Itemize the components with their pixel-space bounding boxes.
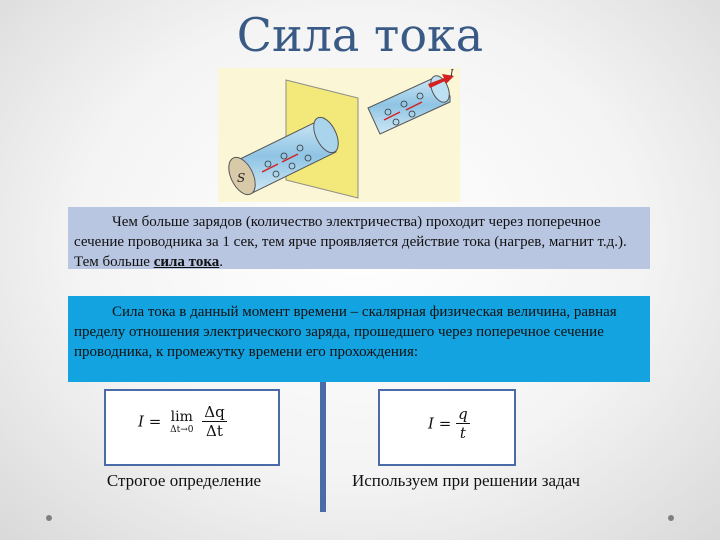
formula-practical (378, 389, 516, 466)
slide-dot-right (668, 515, 674, 521)
slide-title: Сила тока (236, 8, 484, 62)
fraction-denominator: Δt (206, 422, 223, 440)
definition-box (68, 296, 650, 382)
fraction-numerator: q (458, 405, 468, 423)
limit-subscript: Δt→0 (170, 424, 194, 435)
fraction-numerator: Δq (204, 403, 225, 421)
fraction-denominator: t (459, 424, 466, 442)
formula-lhs: I (428, 414, 434, 433)
area-label-s: S (237, 171, 246, 185)
conductor-illustration (218, 68, 460, 202)
formula-strict-definition (104, 389, 280, 466)
fraction-dq-dt (202, 403, 226, 440)
vertical-divider (320, 382, 326, 512)
explanation-box (68, 207, 650, 269)
caption-practical-use: Используем при решении задач (351, 471, 581, 490)
caption-strict-definition: Строгое определение (106, 471, 262, 490)
limit-operator (170, 409, 193, 435)
formula-equals: = (438, 414, 452, 433)
conductor-diagram (218, 68, 460, 202)
limit-word: lim (170, 408, 193, 425)
current-label-i: I (450, 69, 454, 79)
definition-text: Сила тока в данный момент времени – скалярная физическая величина, равная пределу отношения электрического заряда, прошедшего через поперечное сечение проводника, к промежутку времени его прохождения: (74, 304, 617, 360)
explanation-text: Чем больше зарядов (количество электричества) проходит через поперечное сечение проводника за 1 сек, тем ярче проявляется действие тока (нагрев, магнит т.д.). Тем больше (74, 214, 627, 270)
fraction-q-t (456, 405, 470, 442)
formula-lhs: I (138, 412, 144, 431)
formula-equals: = (148, 412, 162, 431)
explanation-tail: . (219, 254, 224, 270)
emphasis-current-strength: сила тока (153, 254, 220, 270)
slide-dot-left (46, 515, 52, 521)
